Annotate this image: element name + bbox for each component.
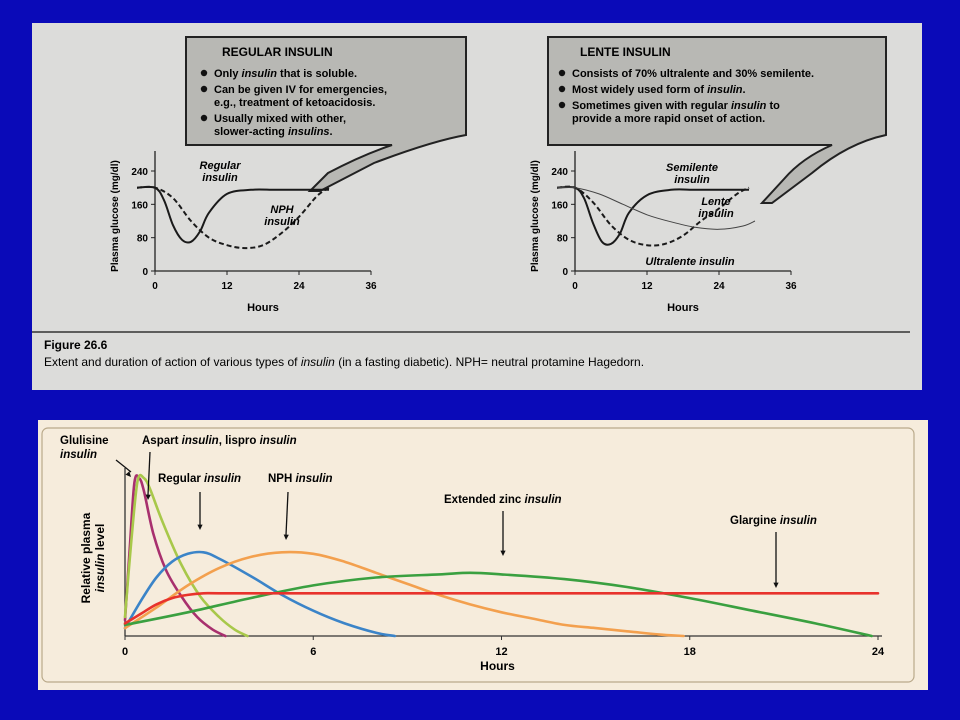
y-tick-label: 80 — [556, 233, 568, 245]
x-tick-label: 24 — [871, 646, 885, 658]
x-axis-label: Hours — [247, 302, 279, 314]
callout-bullet-text: slower-acting insulins. — [214, 126, 333, 138]
y-tick-label: 0 — [142, 267, 148, 278]
series-annotation: insulin — [698, 208, 734, 220]
series-annotation: NPH insulin — [268, 473, 333, 485]
annotation-arrowhead — [197, 525, 202, 530]
figure-caption-text: Extent and duration of action of various types of insulin (in a fasting diabetic). NPH= neutral protamine Hagedorn. — [44, 355, 645, 369]
x-axis-label: Hours — [480, 659, 515, 673]
x-tick-label: 18 — [683, 646, 696, 658]
callout-bullet-text: Usually mixed with other, — [214, 113, 347, 125]
lente-glucose-chart — [530, 151, 797, 314]
series-annotation: insulin — [60, 449, 98, 461]
bullet-dot — [201, 115, 207, 121]
series-annotation: NPH — [270, 204, 294, 216]
annotation-arrowhead — [284, 534, 289, 540]
top-figure-svg — [32, 23, 922, 390]
series-annotation: Semilente — [666, 162, 718, 174]
callout-bullet-text: Can be given IV for emergencies, — [214, 84, 388, 96]
y-tick-label: 0 — [562, 267, 568, 278]
y-tick-label: 160 — [131, 200, 148, 212]
series-annotation: Lente — [701, 196, 731, 208]
callout-bullet-text: Consists of 70% ultralente and 30% semilente. — [572, 68, 815, 80]
annotation-arrowhead — [773, 583, 778, 588]
series-annotation: insulin — [264, 216, 300, 228]
bullet-dot — [559, 102, 565, 108]
callout-bullet-text: provide a more rapid onset of action. — [572, 113, 766, 125]
series-line — [137, 187, 329, 248]
regular-callout-title: REGULAR INSULIN — [222, 45, 333, 59]
callout-bullet-text: Sometimes given with regular insulin to — [572, 100, 780, 112]
series-annotation: Glargine insulin — [730, 515, 817, 527]
x-tick-label: 12 — [641, 281, 653, 292]
x-tick-label: 24 — [293, 281, 305, 292]
y-axis-label: Relative plasma — [79, 512, 93, 604]
x-tick-label: 12 — [495, 646, 508, 658]
bottom-figure-svg — [38, 420, 928, 690]
series-line — [125, 593, 878, 623]
y-axis-label: insulin level — [93, 523, 107, 593]
callout-bullet-text: e.g., treatment of ketoacidosis. — [214, 97, 376, 109]
annotation-arrow — [116, 460, 131, 472]
series-annotation: Aspart insulin, lispro insulin — [142, 435, 297, 447]
bullet-dot — [201, 70, 207, 76]
series-annotation: insulin — [674, 174, 710, 186]
y-tick-label: 80 — [136, 233, 148, 245]
series-annotation: Regular insulin — [158, 473, 242, 485]
annotation-arrowhead — [500, 551, 505, 556]
annotation-arrow — [286, 492, 288, 535]
y-axis-label: Plasma glucose (mg/dl) — [110, 160, 121, 272]
y-tick-label: 160 — [551, 200, 568, 212]
series-line — [137, 187, 329, 243]
series-annotation: Ultralente insulin — [645, 256, 735, 268]
series-annotation: Regular — [199, 160, 241, 172]
insulin-level-chart — [42, 428, 914, 682]
y-axis-label: Plasma glucose (mg/dl) — [530, 160, 541, 272]
x-tick-label: 6 — [310, 646, 317, 658]
x-tick-label: 0 — [152, 281, 158, 292]
x-axis-label: Hours — [667, 302, 699, 314]
series-line — [125, 573, 872, 636]
y-tick-label: 240 — [551, 167, 568, 178]
x-tick-label: 12 — [221, 281, 233, 292]
callout-bullet-text: Most widely used form of insulin. — [572, 84, 746, 96]
y-tick-label: 240 — [131, 167, 148, 178]
chart-frame — [42, 428, 914, 682]
bullet-dot — [559, 86, 565, 92]
x-tick-label: 36 — [365, 281, 377, 292]
callout-bullet-text: Only insulin that is soluble. — [214, 68, 358, 80]
figure-caption-label: Figure 26.6 — [44, 338, 108, 352]
x-tick-label: 0 — [572, 281, 578, 292]
x-tick-label: 24 — [713, 281, 725, 292]
x-tick-label: 36 — [785, 281, 797, 292]
series-annotation: Extended zinc insulin — [444, 494, 562, 506]
x-tick-label: 0 — [121, 646, 129, 658]
bottom-figure-panel — [38, 420, 928, 690]
lente-callout-title: LENTE INSULIN — [580, 45, 671, 59]
series-annotation: Glulisine — [60, 435, 109, 447]
bullet-dot — [559, 70, 565, 76]
bullet-dot — [201, 86, 207, 92]
top-figure-panel — [32, 23, 922, 390]
series-annotation: insulin — [202, 172, 238, 184]
